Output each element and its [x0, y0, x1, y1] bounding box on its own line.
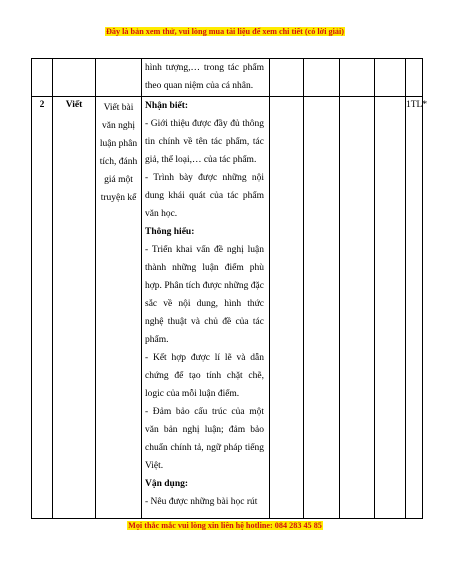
level-title: Thông hiểu:: [145, 227, 195, 237]
table-row: [32, 59, 423, 97]
requirement-item: - Giới thiệu được đầy đủ thông tin chính về tên tác phẩm, tác giả, thể loại,… của tác phẩm.: [145, 119, 264, 165]
table-row: [32, 97, 423, 519]
requirement-item: - Nêu được những bài học rút: [145, 497, 258, 507]
requirement-item: - Đảm bảo cấu trúc của một văn bản nghị luận; đảm bảo chuẩn chính tả, ngữ pháp tiếng Việt.: [145, 407, 264, 471]
row-number: 2: [32, 97, 53, 519]
level-title: Vận dụng:: [145, 479, 189, 489]
requirements-cell: [142, 97, 270, 519]
level-title: Nhận biết:: [145, 101, 189, 111]
continued-content-cell: hình tượng,… trong tác phẩm theo quan niệm của cá nhân.: [142, 59, 270, 97]
specification-table: [31, 58, 428, 519]
requirement-item: - Triển khai vấn đề nghị luận thành những luận điểm phù hợp. Phân tích được những đặc sắc về nội dung, hình thức nghệ thuật và chủ đề của tác phẩm.: [145, 245, 264, 345]
requirement-item: - Kết hợp được lí lẽ và dẫn chứng để tạo tính chặt chẽ, logic của mỗi luận điểm.: [145, 353, 264, 399]
preview-notice-banner: Đây là bản xem thử, vui lòng mua tài liệu để xem chi tiết (có lời giải): [105, 27, 344, 36]
unit-cell: Viết bài văn nghị luận phân tích, đánh giá một truyện kể: [96, 97, 142, 519]
question-count: 1TL*: [406, 97, 423, 519]
skill-cell: Viết: [53, 97, 96, 519]
requirement-item: - Trình bày được những nội dung khái quát của tác phẩm văn học.: [145, 173, 264, 219]
hotline-banner: Mọi thắc mắc vui lòng xin liên hệ hotline: 084 283 45 85: [128, 521, 322, 530]
